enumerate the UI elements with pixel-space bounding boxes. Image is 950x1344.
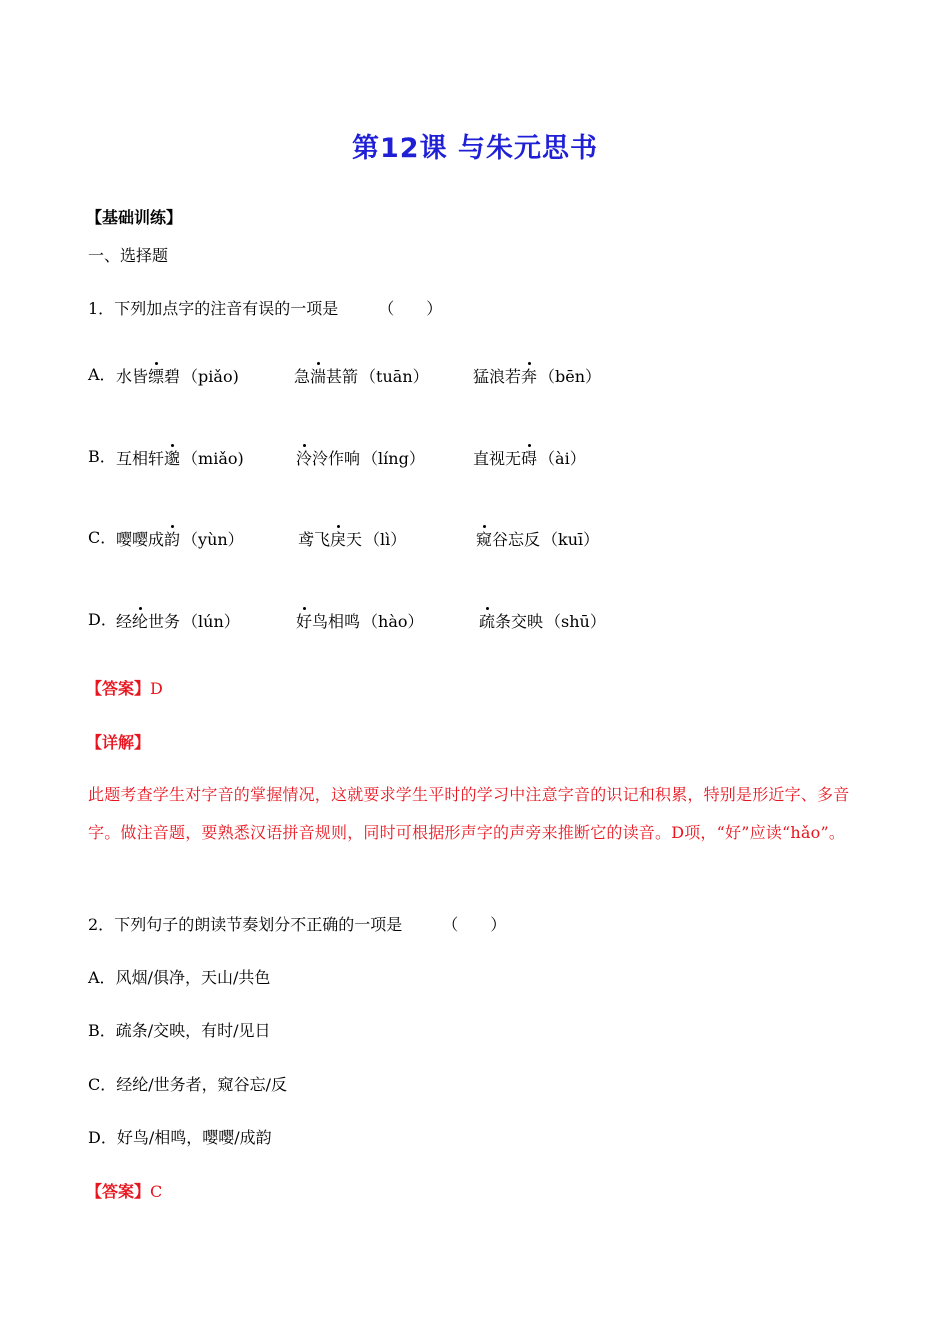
q2-option-c: C．经纶/世务者，窥谷忘/反	[88, 1075, 288, 1094]
answer-paren: （ ）	[442, 915, 507, 934]
section-heading: 【基础训练】	[86, 208, 183, 227]
q1-option-c-1: 嘤嘤成韵 （yùn）	[116, 530, 244, 549]
q1-option-b-1: 互相轩邈 （miǎo)	[116, 449, 244, 468]
q1-option-c-3: 窥谷忘反 （kuī）	[476, 530, 600, 549]
answer-label: 【答案】	[86, 1182, 151, 1201]
q1-answer	[86, 678, 163, 700]
q1-option-b-3: 直视无碍 （ài）	[473, 449, 586, 468]
q2-option-a: A．风烟/俱净，天山/共色	[88, 968, 271, 987]
answer-value: D	[150, 679, 163, 698]
dotted-char: 碍	[521, 449, 538, 468]
q2-option-b: B．疏条/交映，有时/见日	[88, 1021, 271, 1040]
q1-option-c-2: 鸢飞戾天 （lì）	[298, 530, 407, 549]
explanation-text: 此题考查学生对字音的掌握情况，这就要求学生平时的学习中注意字音的识记和积累，特别是形近字、多音字。做注音题，要熟悉汉语拼音规则，同时可根据形声字的声旁来推断它的读音。D项，“好”应读“hǎo”。	[88, 785, 850, 842]
q1-option-c-label: C．	[88, 528, 117, 547]
question-number: 1．	[88, 299, 115, 318]
pinyin: （tuān）	[360, 367, 429, 386]
dotted-char: 奔	[521, 367, 538, 386]
q1-option-b-label: B．	[88, 447, 116, 466]
pinyin: （lún）	[182, 612, 240, 631]
q2-option-d: D．好鸟/相鸣，嘤嘤/成韵	[88, 1128, 272, 1147]
pinyin: （lì）	[364, 530, 407, 549]
question-stem: 下列加点字的注音有误的一项是	[114, 299, 339, 318]
answer-label: 【答案】	[86, 679, 151, 698]
page-title: 第12课 与朱元思书	[352, 133, 598, 164]
dotted-char: 韵	[164, 530, 181, 549]
q1-option-b-2: 泠泠作响 （líng）	[296, 449, 425, 468]
dotted-char: 湍	[310, 367, 327, 386]
pinyin: （hào）	[362, 612, 424, 631]
question-2	[88, 914, 506, 936]
q1-option-d-label: D．	[88, 610, 117, 629]
q1-option-a-2: 急湍甚箭 （tuān）	[294, 367, 429, 386]
pinyin: （kuī）	[542, 530, 600, 549]
q2-answer	[86, 1181, 162, 1203]
dotted-char: 戾	[330, 530, 347, 549]
pinyin: （shū）	[545, 612, 606, 631]
dotted-char: 窥	[476, 530, 493, 549]
q1-option-d-3: 疏条交映 （shū）	[479, 612, 606, 631]
question-number: 2．	[88, 915, 115, 934]
answer-paren: （ ）	[378, 299, 443, 318]
question-1	[88, 298, 442, 320]
part-heading: 一、选择题	[88, 246, 169, 265]
dotted-char: 缥	[148, 367, 165, 386]
q1-option-a-3: 猛浪若奔 （bēn）	[473, 367, 602, 386]
pinyin: （líng）	[362, 449, 425, 468]
dotted-char: 邈	[164, 449, 181, 468]
q1-option-a-label: A．	[88, 365, 116, 384]
dotted-char: 纶	[132, 612, 149, 631]
q1-option-d-2: 好鸟相鸣 （hào）	[296, 612, 424, 631]
q1-option-a-1: 水皆缥碧 （piǎo)	[116, 367, 239, 386]
q1-option-d-1: 经纶世务 （lún）	[116, 612, 240, 631]
answer-value: C	[150, 1182, 163, 1201]
pinyin: （ài）	[539, 449, 586, 468]
dotted-char: 泠	[296, 449, 313, 468]
pinyin: （miǎo)	[182, 449, 244, 468]
dotted-char: 疏	[479, 612, 496, 631]
dotted-char: 好	[296, 612, 313, 631]
pinyin: （bēn）	[539, 367, 602, 386]
pinyin: （yùn）	[182, 530, 244, 549]
question-stem: 下列句子的朗读节奏划分不正确的一项是	[114, 915, 403, 934]
pinyin: （piǎo)	[182, 367, 239, 386]
explain-label: 【详解】	[86, 733, 151, 752]
